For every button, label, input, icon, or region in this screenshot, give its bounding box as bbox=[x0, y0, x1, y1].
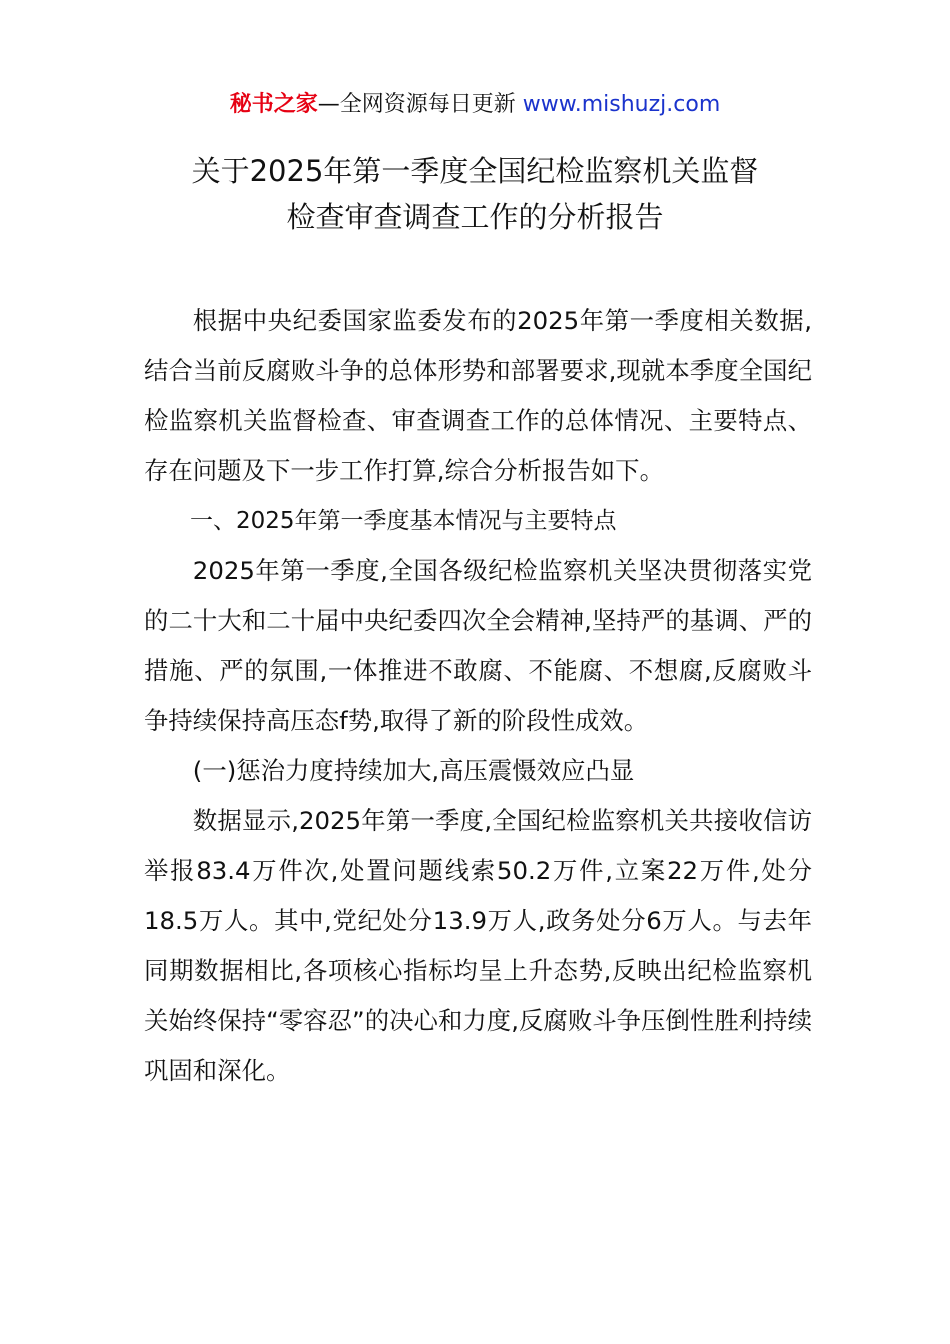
intro-paragraph: 根据中央纪委国家监委发布的2025年第一季度相关数据,结合当前反腐败斗争的总体形势和部署要求,现就本季度全国纪检监察机关监督检查、审查调查工作的总体情况、主要特点、存在问题及下一步工作打算,综合分析报告如下。 bbox=[144, 306, 812, 485]
section-paragraph-1: 2025年第一季度,全国各级纪检监察机关坚决贯彻落实党的二十大和二十届中央纪委四次全会精神,坚持严的基调、严的措施、严的氛围,一体推进不敢腐、不能腐、不想腐,反腐败斗争持续保持高压态f势,取得了新的阶段性成效。 bbox=[144, 556, 812, 735]
site-header bbox=[0, 88, 950, 122]
subsection-heading-1: (一)惩治力度持续加大,高压震慑效应凸显 bbox=[192, 756, 635, 785]
section-heading-1: 一、2025年第一季度基本情况与主要特点 bbox=[190, 508, 617, 534]
title-line-2: 检查审查调查工作的分析报告 bbox=[286, 200, 664, 234]
document-body bbox=[144, 296, 812, 1096]
site-tagline: —全网资源每日更新 bbox=[317, 92, 516, 117]
site-brand[interactable]: 秘书之家 bbox=[229, 92, 318, 117]
data-paragraph: 数据显示,2025年第一季度,全国纪检监察机关共接收信访举报83.4万件次,处置问题线索50.2万件,立案22万件,处分18.5万人。其中,党纪处分13.9万人,政务处分6万人。与去年同期数据相比,各项核心指标均呈上升态势,反映出纪检监察机关始终保持“零容忍”的决心和力度,反腐败斗争压倒性胜利持续巩固和深化。 bbox=[144, 806, 812, 1085]
site-url-link[interactable]: www.mishuzj.com bbox=[522, 92, 721, 117]
title-line-1: 关于2025年第一季度全国纪检监察机关监督 bbox=[191, 154, 759, 188]
document-title bbox=[0, 148, 950, 240]
